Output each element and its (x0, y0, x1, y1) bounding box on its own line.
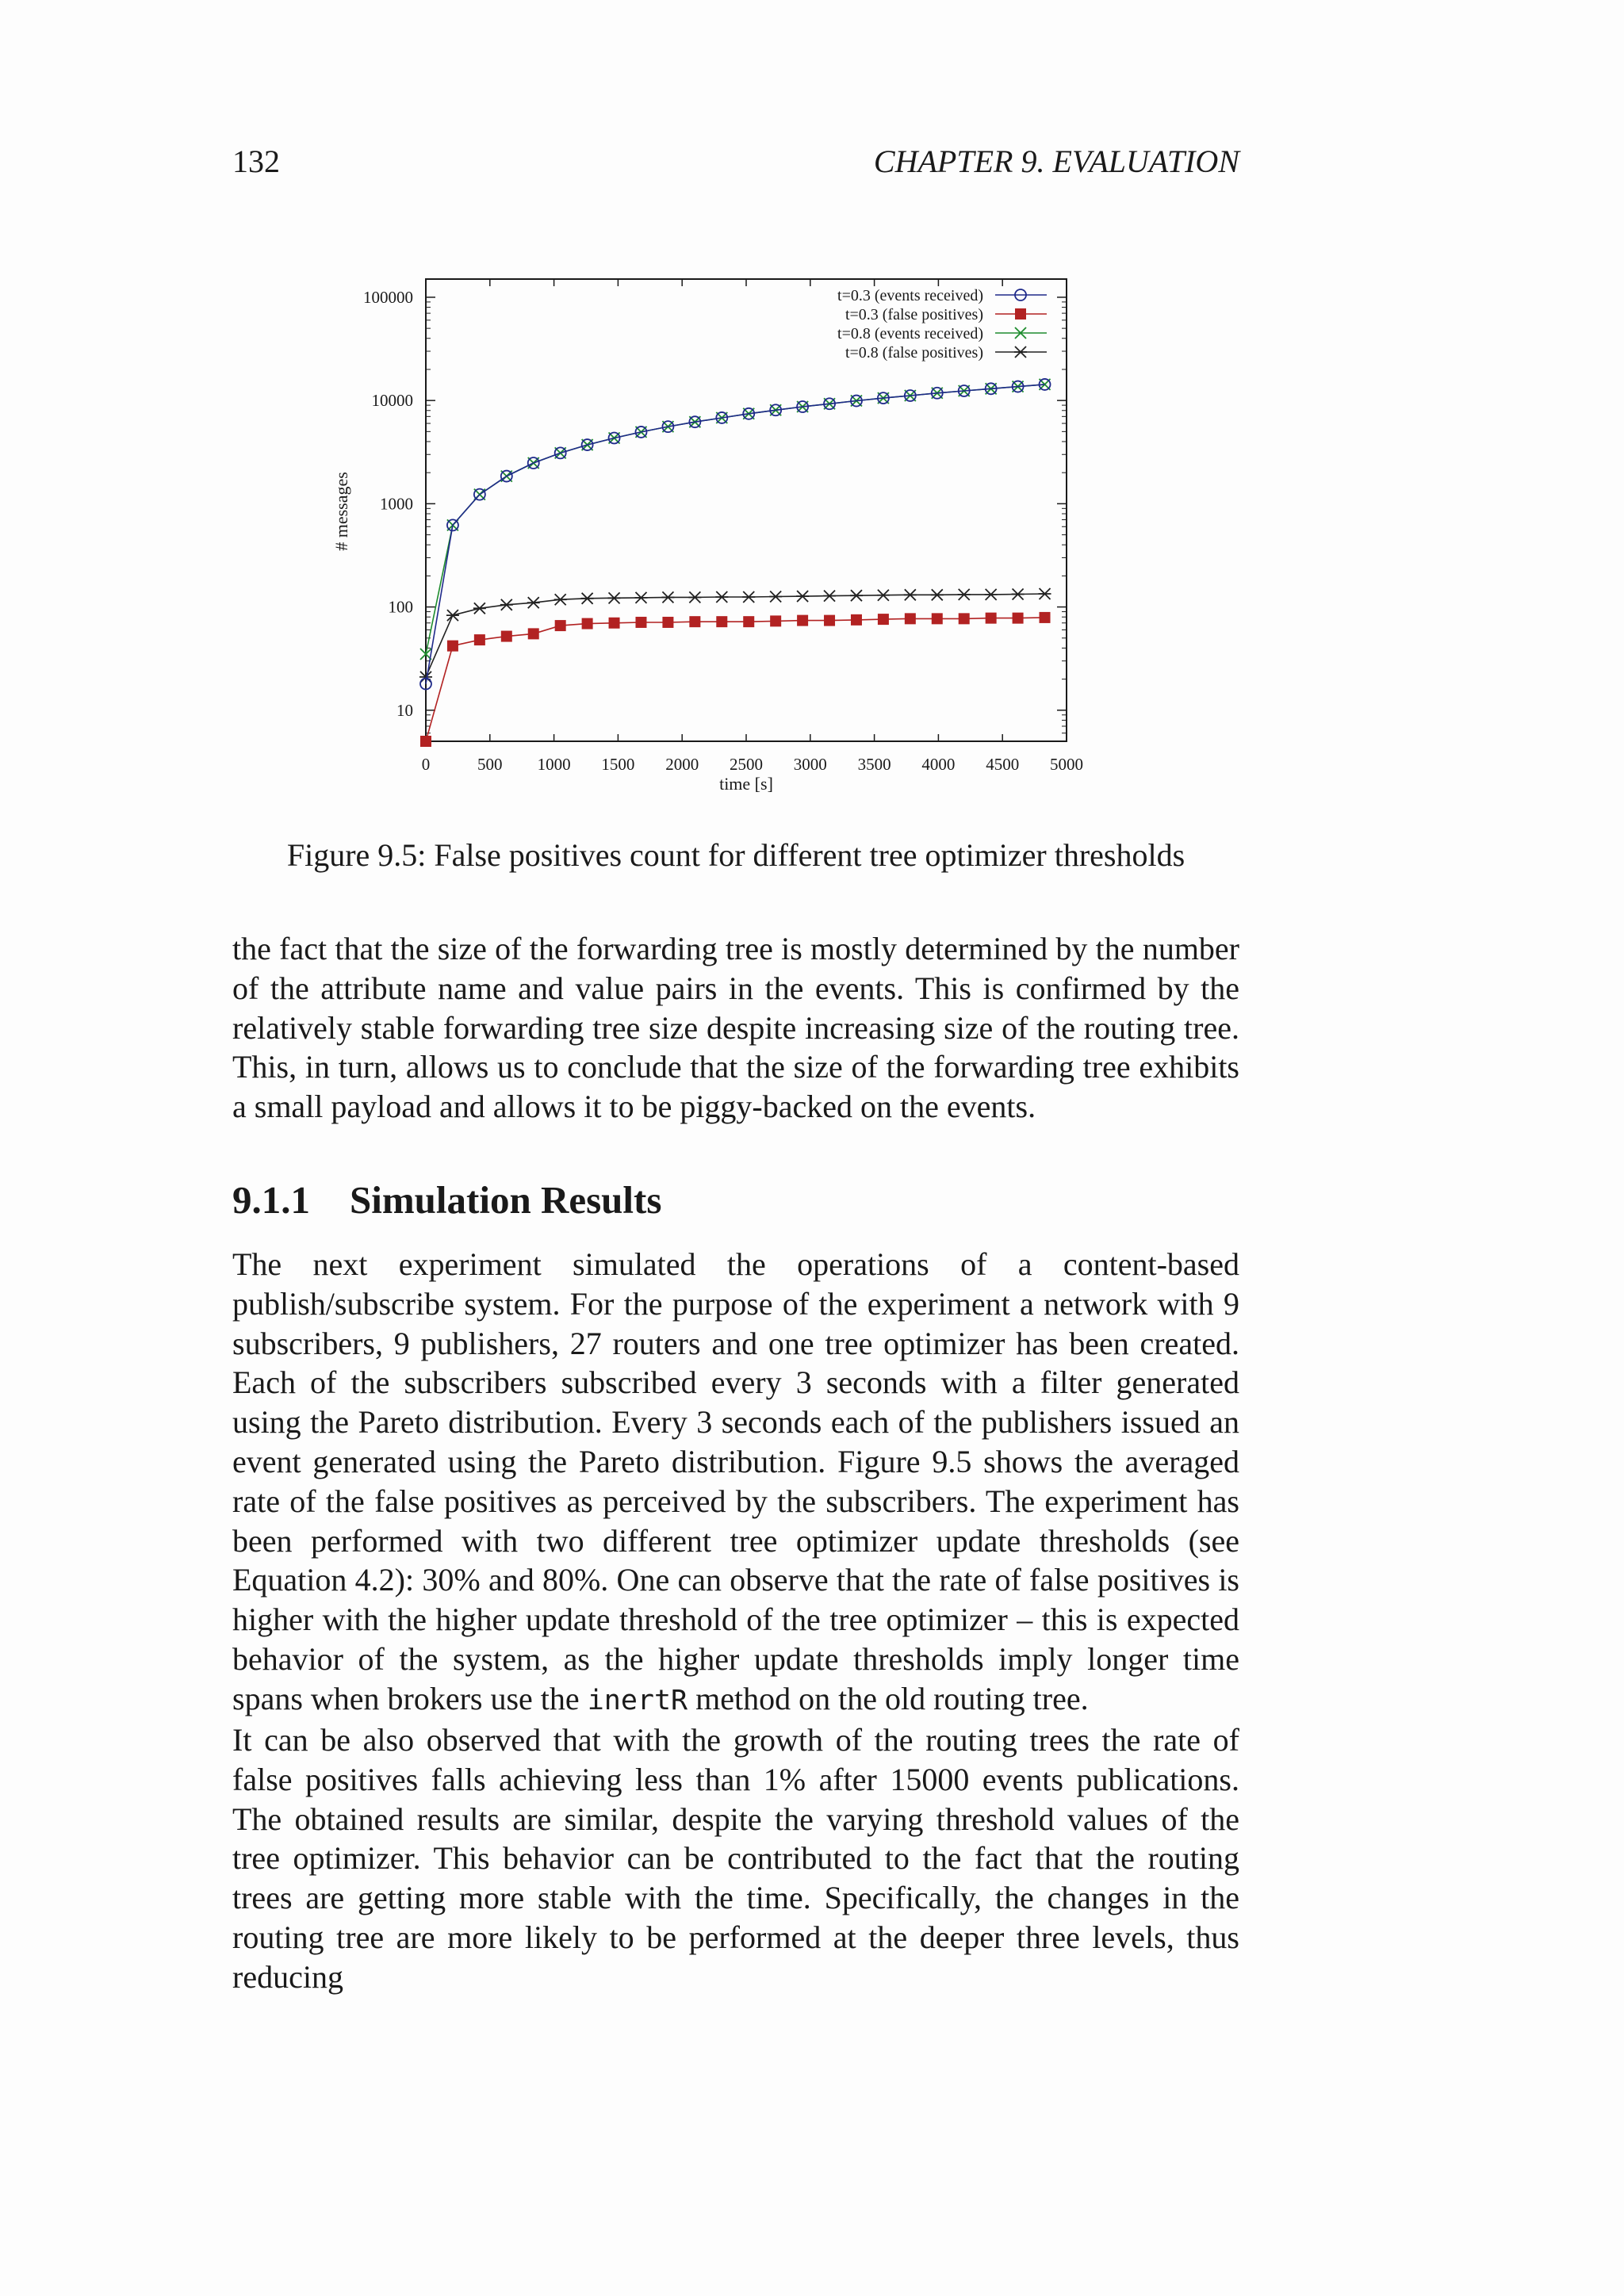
data-point (688, 591, 701, 603)
data-point (796, 591, 809, 602)
y-axis-label: # messages (331, 472, 351, 551)
data-point (931, 589, 944, 600)
legend-label: t=0.3 (events received) (837, 287, 983, 304)
data-point (473, 603, 486, 614)
y-tick-label: 10000 (371, 391, 413, 411)
paragraph-intro: the fact that the size of the forwarding tree is mostly determined by the number of the attribute name and value pairs in the events. This is confirmed by the relatively stable forwarding tree size despite increasing size of the routing tree. This, in turn, allows us to conclude that the size of the forwarding tree exhibits a small payload and allows it to be piggy-backed on the events. (232, 931, 1239, 1125)
data-point (1039, 588, 1051, 599)
x-tick-label: 1500 (601, 755, 635, 774)
paragraph-simulation-tail: method on the old routing tree. (695, 1680, 1089, 1716)
data-point (554, 594, 567, 605)
x-tick-label: 1000 (537, 755, 571, 774)
data-point (823, 591, 836, 602)
x-tick-label: 5000 (1050, 755, 1083, 774)
data-point (959, 613, 970, 624)
series-line (426, 385, 1045, 654)
data-point (769, 591, 782, 603)
data-point (1040, 612, 1051, 623)
data-point (932, 613, 943, 624)
series-3 (420, 379, 1051, 660)
data-point (904, 589, 917, 600)
paragraph-simulation-text: The next experiment simulated the operations of a content-based publish/subscribe system. For the purpose of the experiment a network with 9 subscribers, 9 publishers, 27 routers and one tree optimizer has been created. Each of the subscribers subscribed every 3 seconds with a filter generated using the Pareto distribution. Every 3 seconds each of the publishers issued an event generated using the Pareto distribution. Figure 9.5 shows the averaged rate of the false positives as perceived by the subscribers. The experiment has been performed with two different tree optimizer update thresholds (see Equation 4.2): 30% and 80%. One can observe that the rate of false positives is higher with the higher update threshold of the tree optimizer – this is expected behavior of the system, as the higher update thresholds imply longer time spans when brokers use the (232, 1246, 1239, 1716)
section-heading (232, 1177, 661, 1223)
data-point (770, 615, 781, 626)
data-point (824, 615, 835, 626)
data-point (715, 591, 728, 603)
data-point (447, 641, 458, 652)
data-point (797, 615, 808, 626)
data-point (850, 590, 863, 601)
y-tick-label: 100 (388, 597, 413, 617)
data-point (501, 631, 512, 642)
x-tick-label: 4000 (921, 755, 956, 774)
data-point (582, 618, 593, 629)
data-point (635, 617, 646, 628)
x-tick-label: 500 (477, 755, 503, 774)
data-point (581, 593, 594, 604)
data-point (527, 597, 540, 608)
data-point (662, 617, 673, 628)
figure-chart (301, 262, 1110, 817)
x-tick-label: 4500 (986, 755, 1020, 774)
data-point (420, 736, 431, 747)
data-point (528, 628, 539, 639)
data-point (446, 610, 459, 621)
section-title: Simulation Results (350, 1178, 662, 1222)
data-point (716, 616, 727, 627)
legend-label: t=0.8 (events received) (837, 325, 983, 342)
data-point (555, 620, 566, 631)
data-point (742, 591, 755, 603)
data-point (743, 616, 754, 627)
x-tick-label: 2000 (665, 755, 699, 774)
inline-code: inertR (587, 1684, 688, 1716)
data-point (1013, 613, 1024, 624)
data-point (1012, 588, 1025, 599)
data-point (609, 618, 620, 629)
chapter-title: CHAPTER 9. EVALUATION (873, 144, 1239, 179)
paragraph-observation: It can be also observed that with the growth of the routing trees the rate of false positives falls achieving less than 1% after 15000 events publications. The obtained results are similar, despite the varying threshold values of the tree optimizer. This behavior can be contributed to the fact that the routing trees are getting more stable with the time. Specifically, the changes in the routing tree are more likely to be performed at the deeper three levels, thus reducing (232, 1722, 1239, 1995)
series-line (426, 618, 1045, 741)
legend-label: t=0.3 (false positives) (845, 306, 983, 323)
data-point (634, 592, 647, 603)
series-line (426, 385, 1045, 684)
legend-label: t=0.8 (false positives) (845, 344, 983, 362)
data-point (661, 591, 674, 603)
y-tick-label: 1000 (380, 494, 413, 514)
data-point (986, 613, 997, 624)
data-point (905, 613, 916, 624)
legend-marker (1015, 308, 1026, 320)
figure-caption: Figure 9.5: False positives count for different tree optimizer thresholds (286, 837, 1185, 873)
y-tick-label: 100000 (363, 287, 413, 307)
legend (837, 287, 1047, 362)
section-number: 9.1.1 (232, 1178, 310, 1222)
paragraph-simulation (232, 1245, 1239, 1721)
data-point (985, 589, 998, 600)
data-point (878, 614, 889, 625)
series-1 (420, 379, 1051, 690)
data-point (851, 614, 862, 626)
series-group (419, 379, 1051, 747)
page-number: 132 (232, 144, 280, 179)
x-tick-label: 3000 (793, 755, 827, 774)
data-point (877, 590, 890, 601)
page-header (232, 143, 1239, 187)
data-point (689, 616, 700, 627)
x-tick-label: 2500 (730, 755, 763, 774)
data-point (474, 634, 485, 645)
x-tick-label: 0 (421, 755, 431, 774)
x-axis-label: time [s] (719, 774, 773, 794)
y-tick-label: 10 (396, 700, 413, 720)
x-tick-label: 3500 (857, 755, 891, 774)
data-point (500, 599, 513, 610)
legend-marker (1014, 346, 1027, 358)
data-point (958, 589, 971, 600)
data-point (608, 592, 621, 603)
series-2 (420, 612, 1051, 747)
